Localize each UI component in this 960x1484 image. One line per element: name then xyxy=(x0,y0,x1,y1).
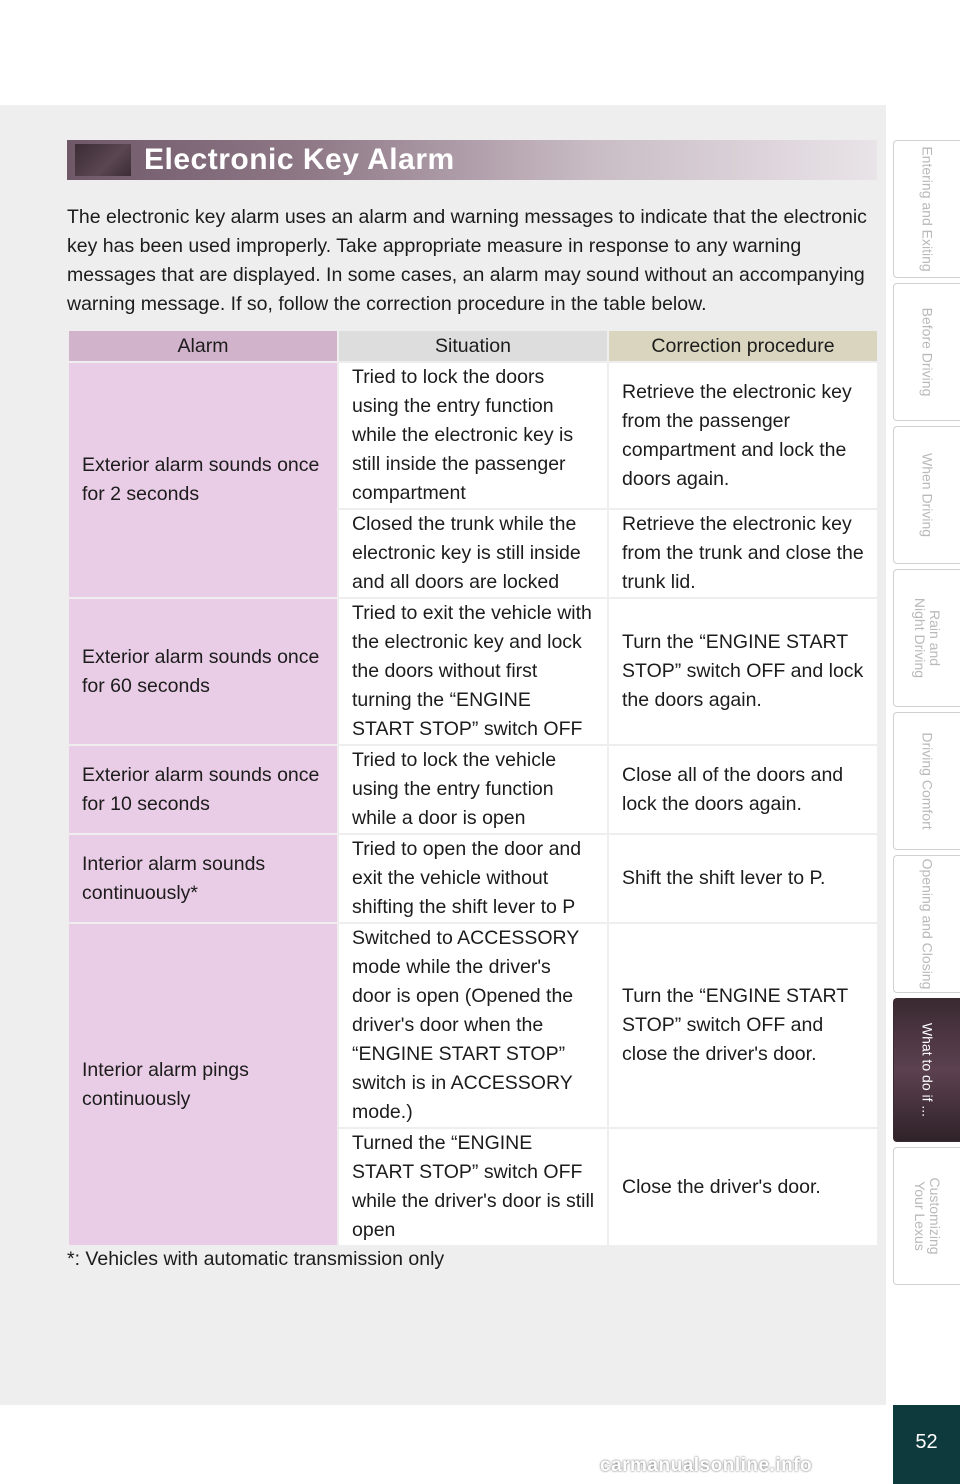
alarm-table xyxy=(67,329,879,1247)
tab-label: Driving Comfort xyxy=(919,732,936,830)
tab-driving-comfort[interactable] xyxy=(893,712,960,850)
situation-cell: Tried to exit the vehicle with the electronic key and lock the doors without first turning the “ENGINE START STOP” switch OFF xyxy=(338,598,608,745)
heading-decoration xyxy=(75,144,131,176)
tab-customizing-your-lexus[interactable] xyxy=(893,1147,960,1285)
tab-opening-and-closing[interactable] xyxy=(893,855,960,993)
page-number: 52 xyxy=(915,1431,938,1453)
alarm-cell: Exterior alarm sounds once for 10 seconds xyxy=(68,745,338,834)
tab-when-driving[interactable] xyxy=(893,426,960,564)
situation-cell: Turned the “ENGINE START STOP” switch OFF while the driver's door is still open xyxy=(338,1128,608,1246)
tab-label: Opening and Closing xyxy=(919,858,936,990)
correction-cell: Shift the shift lever to P. xyxy=(608,834,878,923)
table-row xyxy=(68,598,878,745)
tab-label: What to do if ... xyxy=(919,1022,936,1118)
header-correction: Correction procedure xyxy=(608,330,878,362)
watermark: carmanualsonline.info xyxy=(600,1455,813,1476)
situation-cell: Tried to lock the doors using the entry function while the electronic key is still inside the passenger compartment xyxy=(338,362,608,509)
situation-cell: Tried to lock the vehicle using the entry function while a door is open xyxy=(338,745,608,834)
table-row xyxy=(68,362,878,509)
tab-label: When Driving xyxy=(919,452,936,538)
alarm-cell: Exterior alarm sounds once for 2 seconds xyxy=(68,362,338,598)
correction-cell: Close the driver's door. xyxy=(608,1128,878,1246)
header-alarm: Alarm xyxy=(68,330,338,362)
tab-rain-and-night-driving[interactable] xyxy=(893,569,960,707)
correction-cell: Close all of the doors and lock the doors again. xyxy=(608,745,878,834)
correction-cell: Retrieve the electronic key from the passenger compartment and lock the doors again. xyxy=(608,362,878,509)
table-header-row xyxy=(68,330,878,362)
tab-label: Rain and Night Driving xyxy=(912,597,943,679)
alarm-cell: Exterior alarm sounds once for 60 seconds xyxy=(68,598,338,745)
section-heading-bar xyxy=(67,140,877,180)
section-title: Electronic Key Alarm xyxy=(144,143,455,176)
table-row xyxy=(68,923,878,1128)
situation-cell: Switched to ACCESSORY mode while the driver's door is open (Opened the driver's door when the “ENGINE START STOP” switch is in ACCESSORY mode.) xyxy=(338,923,608,1128)
correction-cell: Turn the “ENGINE START STOP” switch OFF and lock the doors again. xyxy=(608,598,878,745)
situation-cell: Tried to open the door and exit the vehicle without shifting the shift lever to P xyxy=(338,834,608,923)
tab-before-driving[interactable] xyxy=(893,283,960,421)
correction-cell: Retrieve the electronic key from the trunk and close the trunk lid. xyxy=(608,509,878,598)
header-situation: Situation xyxy=(338,330,608,362)
tab-entering-and-exiting[interactable] xyxy=(893,140,960,278)
intro-paragraph: The electronic key alarm uses an alarm and warning messages to indicate that the electronic key has been used improperly. Take appropriate measure in response to any warning messages that are displayed. In some cases, an alarm may sound without an accompanying warning message. If so, follow the correction procedure in the table below. xyxy=(67,206,867,315)
tab-label: Before Driving xyxy=(919,307,936,397)
alarm-cell: Interior alarm sounds continuously* xyxy=(68,834,338,923)
footnote: *: Vehicles with automatic transmission only xyxy=(67,1248,445,1270)
situation-cell: Closed the trunk while the electronic key is still inside and all doors are locked xyxy=(338,509,608,598)
tab-label: Customizing Your Lexus xyxy=(912,1177,943,1255)
alarm-cell: Interior alarm pings continuously xyxy=(68,923,338,1246)
table-row xyxy=(68,834,878,923)
tab-what-to-do-if[interactable] xyxy=(893,998,960,1142)
tab-label: Entering and Exiting xyxy=(919,146,936,272)
correction-cell: Turn the “ENGINE START STOP” switch OFF and close the driver's door. xyxy=(608,923,878,1128)
table-row xyxy=(68,745,878,834)
page-number-box xyxy=(893,1405,960,1484)
